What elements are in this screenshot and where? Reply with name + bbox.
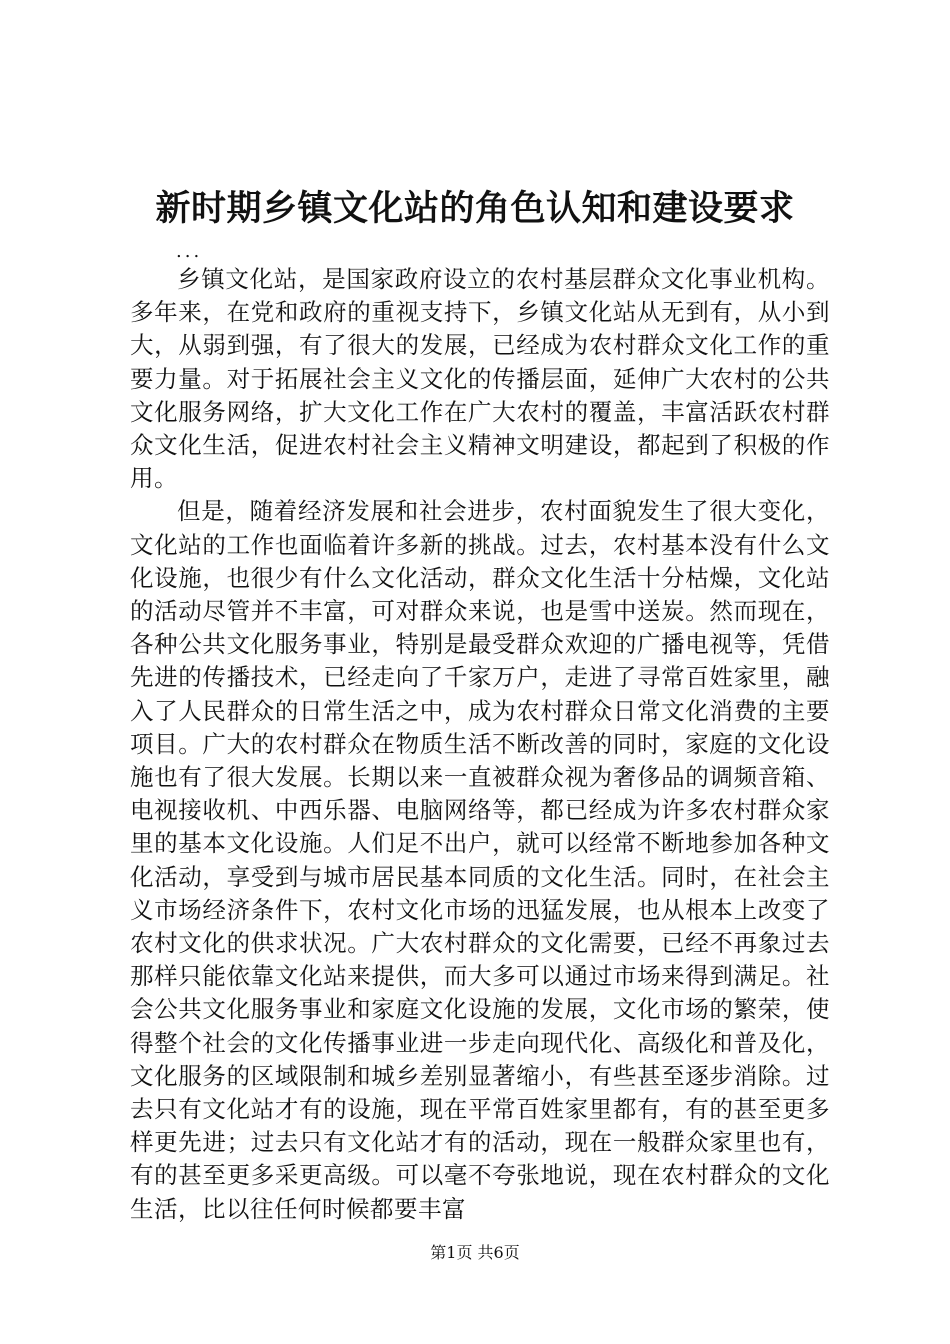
paragraph-1: 乡镇文化站，是国家政府设立的农村基层群众文化事业机构。多年来，在党和政府的重视支持下，乡镇文化站从无到有，从小到大，从弱到强，有了很大的发展，已经成为农村群众文化工作的重要力量。对于拓展社会主义文化的传播层面，延伸广大农村的公共文化服务网络，扩大文化工作在广大农村的覆盖，丰富活跃农村群众文化生活，促进农村社会主义精神文明建设，都起到了积极的作用。 — [130, 265, 830, 493]
document-title: 新时期乡镇文化站的角色认知和建设要求 — [155, 188, 795, 229]
document-body — [130, 263, 830, 1226]
page-number-footer: 第1页 共6页 — [430, 1243, 520, 1262]
paragraph-2: 但是，随着经济发展和社会进步，农村面貌发生了很大变化，文化站的工作也面临着许多新的挑战。过去，农村基本没有什么文化设施，也很少有什么文化活动，群众文化生活十分枯燥，文化站的活动尽管并不丰富，可对群众来说，也是雪中送炭。然而现在，各种公共文化服务事业，特别是最受群众欢迎的广播电视等，凭借先进的传播技术，已经走向了千家万户，走进了寻常百姓家里，融入了人民群众的日常生活之中，成为农村群众日常文化消费的主要项目。广大的农村群众在物质生活不断改善的同时，家庭的文化设施也有了很大发展。长期以来一直被群众视为奢侈品的调频音箱、电视接收机、中西乐器、电脑网络等，都已经成为许多农村群众家里的基本文化设施。人们足不出户，就可以经常不断地参加各种文化活动，享受到与城市居民基本同质的文化生活。同时，在社会主义市场经济条件下，农村文化市场的迅猛发展，也从根本上改变了农村文化的供求状况。广大农村群众的文化需要，已经不再象过去那样只能依靠文化站来提供，而大多可以通过市场来得到满足。社会公共文化服务事业和家庭文化设施的发展，文化市场的繁荣，使得整个社会的文化传播事业进一步走向现代化、高级化和普及化，文化服务的区域限制和城乡差别显著缩小，有些甚至逐步消除。过去只有文化站才有的设施，现在平常百姓家里都有，有的甚至更多样更先进；过去只有文化站才有的活动，现在一般群众家里也有，有的甚至更多采更高级。可以毫不夸张地说，现在农村群众的文化生活，比以往任何时候都要丰富 — [130, 497, 830, 1223]
title-ellipsis: ... — [176, 241, 203, 262]
